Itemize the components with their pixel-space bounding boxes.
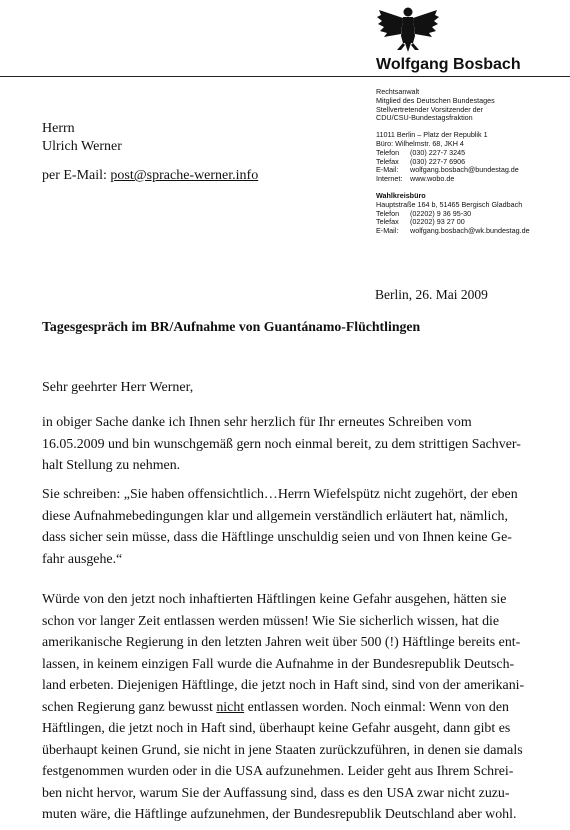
salutation: Sehr geehrter Herr Werner, <box>42 380 194 395</box>
text-line: fahr ausgehe.“ <box>42 551 123 567</box>
phone-label: Telefon <box>376 208 400 218</box>
text-line: festgenommen wurden oder in die USA aufzunehmen. Leider geht aus Ihrem Schrei- <box>42 764 514 779</box>
wahlkreis-email: wolfgang.bosbach@wk.bundestag.de <box>410 226 530 236</box>
text-line: 16.05.2009 und bin wunschgemäß gern noch einmal bereit, zu dem strittigen Sachver- <box>42 436 521 452</box>
text-line-emphasis <box>42 697 562 719</box>
header-rule <box>0 76 570 77</box>
letter-subject: Tagesgespräch im BR/Aufnahme von Guantánamo-Flüchtlingen <box>42 319 421 334</box>
text-line: diese Aufnahmebedingungen klar und allgemein verständlich erläutert hat, nämlich, <box>42 508 508 524</box>
sender-role: Mitglied des Deutschen Bundestages <box>376 95 495 105</box>
text-line: in obiger Sache danke ich Ihnen sehr herzlich für Ihr erneutes Schreiben vom <box>42 415 472 430</box>
email-label: E-Mail: <box>376 165 399 175</box>
email-prefix: per E-Mail: <box>42 168 111 183</box>
text-line: dass sicher sein müsse, dass die Häftlinge unschuldig seien und von Ihnen keine Ge- <box>42 530 512 545</box>
sender-role: Stellvertretender Vorsitzender der <box>376 104 484 114</box>
fax-label: Telefax <box>376 217 399 227</box>
recipient-block <box>42 120 258 185</box>
recipient-title: Herrn <box>42 121 75 136</box>
letter-date: Berlin, 26. Mai 2009 <box>375 287 488 302</box>
text-fragment: entlassen worden. Noch einmal: Wenn von den <box>244 699 509 715</box>
body-paragraph <box>42 412 562 477</box>
sender-role: CDU/CSU-Bundestagsfraktion <box>376 113 473 123</box>
sender-profession: Rechtsanwalt <box>376 87 420 96</box>
body-paragraph <box>42 589 562 826</box>
website: www.wobo.de <box>410 174 455 184</box>
wahlkreis-fax: (02202) 93 27 00 <box>410 217 465 227</box>
fax-label: Telefax <box>376 156 399 166</box>
body-paragraph <box>42 484 562 570</box>
sender-contact-block <box>376 88 566 236</box>
text-line: lassen, in keinem einzigen Fall wurde die Aufnahme in der Bundesrepublik Deutsch- <box>42 656 515 672</box>
recipient-name: Ulrich Werner <box>42 138 122 154</box>
wahlkreis-heading: Wahlkreisbüro <box>376 190 426 200</box>
text-line: halt Stellung zu nehmen. <box>42 458 181 473</box>
bundesadler-eagle-icon <box>376 6 440 56</box>
wahlkreis-phone: (02202) 9 36 95-30 <box>410 208 472 218</box>
berlin-office: Büro: Wilhelmstr. 68, JKH 4 <box>376 138 464 148</box>
text-line: land erbeten. Diejenigen Häftlinge, die jetzt noch in Haft sind, sind von der amerikani- <box>42 678 525 693</box>
berlin-email: wolfgang.bosbach@bundestag.de <box>410 165 519 175</box>
text-fragment: schen Regierung ganz bewusst <box>42 699 217 715</box>
phone-label: Telefon <box>376 147 400 157</box>
text-line: schon vor langer Zeit entlassen werden müssen! Wie Sie sicherlich wissen, hat die <box>42 613 500 629</box>
wahlkreis-address: Hauptstraße 164 b, 51465 Bergisch Gladbach <box>376 199 523 209</box>
recipient-email-line <box>42 167 258 185</box>
berlin-address: 11011 Berlin – Platz der Republik 1 <box>376 130 488 140</box>
berlin-phone: (030) 227-7 3245 <box>410 147 466 157</box>
text-line: überhaupt keinen Grund, sie nicht in jene Staaten zurückzuführen, in denen sie damals <box>42 742 523 758</box>
text-line: ben nicht hervor, warum Sie der Auffassung sind, dass es den USA zwar nicht zuzu- <box>42 785 510 801</box>
text-line: Sie schreiben: „Sie haben offensichtlich…Herrn Wiefelspütz nicht zugehört, der eben <box>42 487 518 502</box>
sender-name: Wolfgang Bosbach <box>376 56 521 73</box>
text-line: muten wäre, die Häftlinge aufzunehmen, der Bundesrepublik Deutschland aber wohl. <box>42 807 517 822</box>
underlined-word: nicht <box>216 699 245 715</box>
text-line: Würde von den jetzt noch inhaftierten Häftlingen keine Gefahr ausgehen, hätten sie <box>42 592 507 607</box>
email-label: E-Mail: <box>376 226 399 236</box>
text-line: amerikanische Regierung in den letzten Jahren weit über 500 (!) Häftlinge bereits ent- <box>42 635 521 650</box>
recipient-email-link[interactable]: post@sprache-werner.info <box>110 168 259 183</box>
internet-label: Internet: <box>376 174 403 184</box>
berlin-fax: (030) 227-7 6906 <box>410 156 466 166</box>
text-line: Häftlingen, die jetzt noch in Haft sind, überhaupt keine Gefahr ausgeht, dann gibt es <box>42 721 511 736</box>
